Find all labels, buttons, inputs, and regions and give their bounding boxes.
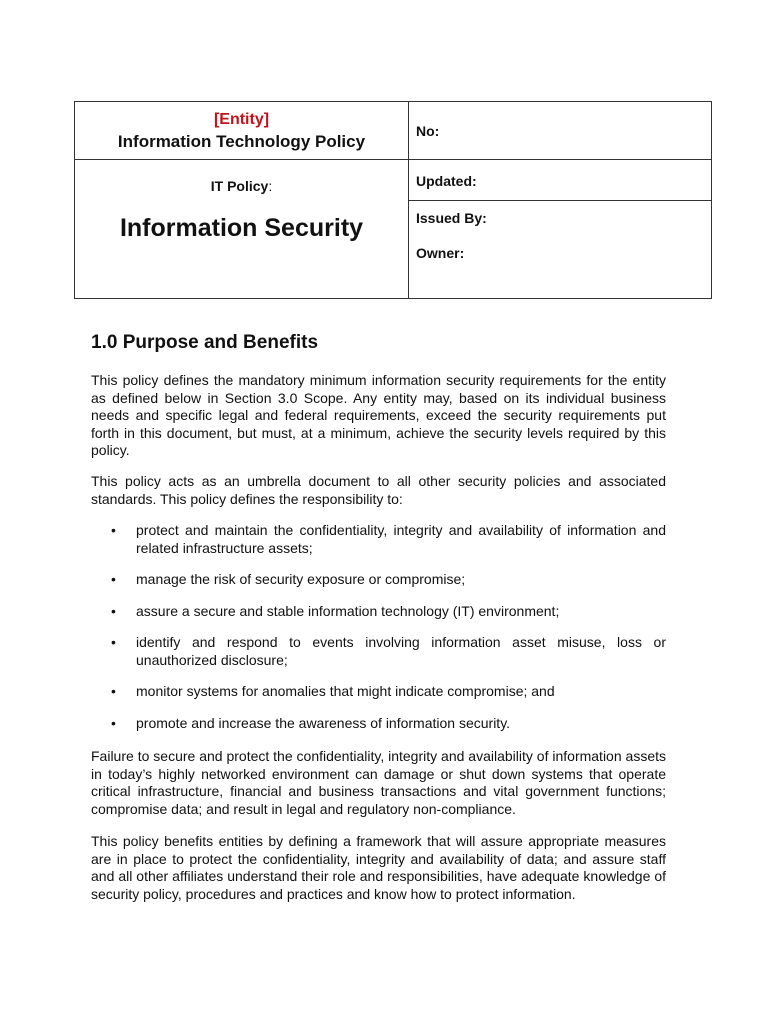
paragraph-benefits (91, 833, 666, 903)
table-divider (408, 159, 712, 160)
table-divider (75, 159, 408, 160)
it-policy-label (75, 178, 408, 194)
responsibility-list (91, 522, 666, 732)
paragraph: This policy acts as an umbrella document to all other security policies and associated standards. This policy defines the responsibility to: (91, 473, 666, 507)
list-item-text: identify and respond to events involving information asset misuse, loss or unauthorized disclosure; (136, 634, 666, 668)
bullet-icon: • (111, 634, 116, 650)
bullet-icon: • (111, 602, 116, 619)
policy-title: Information Security (119, 214, 364, 242)
bullet-icon: • (111, 522, 116, 538)
bullet-icon: • (111, 571, 116, 587)
list-item (91, 571, 666, 589)
policy-header-table (74, 101, 712, 299)
list-item (91, 634, 666, 669)
list-item-text: monitor systems for anomalies that might indicate compromise; and (136, 683, 555, 699)
section-heading: 1.0 Purpose and Benefits (91, 332, 319, 353)
policy-type-title: Information Technology Policy (117, 132, 366, 151)
paragraph-umbrella (91, 473, 666, 508)
paragraph: Failure to secure and protect the confidentiality, integrity and availability of information assets in today’s highly networked environment can damage or shut down systems that operate critical infrastructure, financial and business transactions and vital government functions; compromise data; and result in legal and regulatory non-compliance. (91, 748, 666, 817)
list-item-text: assure a secure and stable information technology (IT) environment; (136, 602, 560, 619)
bullet-icon: • (111, 683, 116, 699)
it-policy-label-text: IT Policy (210, 178, 269, 194)
list-item-text: protect and maintain the confidentiality, integrity and availability of information and related infrastructure assets; (136, 522, 666, 556)
updated-label: Updated: (416, 173, 477, 189)
owner-label: Owner: (416, 245, 465, 261)
issued-by-label: Issued By: (416, 210, 487, 226)
list-item-text: promote and increase the awareness of information security. (136, 714, 511, 731)
bullet-icon: • (111, 714, 116, 731)
table-divider (408, 200, 712, 201)
list-item (91, 715, 666, 733)
list-item (91, 522, 666, 557)
list-item-text: manage the risk of security exposure or compromise; (136, 571, 466, 587)
it-policy-colon: : (268, 178, 273, 194)
paragraph: This policy benefits entities by defining a framework that will assure appropriate measures are in place to protect the confidentiality, integrity and availability of data; and assure staff and all other affiliates understand their role and responsibilities, have adequate knowledge of security policy, procedures and practices and know how to protect information. (91, 833, 666, 902)
paragraph-failure (91, 748, 666, 818)
paragraph-purpose (91, 372, 666, 460)
entity-placeholder: [Entity] (213, 111, 270, 128)
no-label: No: (416, 123, 440, 139)
paragraph: This policy defines the mandatory minimum information security requirements for the entity as defined below in Section 3.0 Scope. Any entity may, based on its individual business needs and specific legal and federal requirements, exceed the security requirements put forth in this document, but must, at a minimum, achieve the security levels required by this policy. (91, 372, 666, 458)
list-item (91, 603, 666, 621)
list-item (91, 683, 666, 701)
section-heading-wrap (91, 332, 666, 354)
